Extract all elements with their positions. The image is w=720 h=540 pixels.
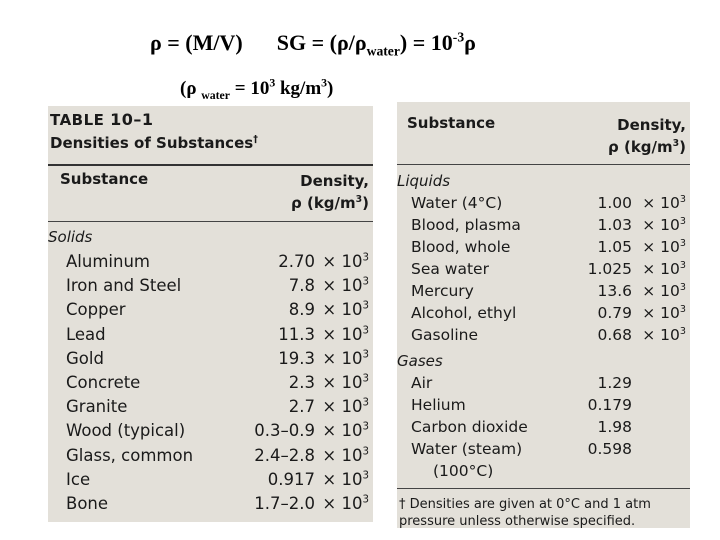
density-value: 0.68 [597,326,632,344]
substance-name: Gold [66,348,104,368]
density-value: 8.9 [288,300,315,320]
substance-name: Water (steam) [411,440,523,458]
table-row [397,216,690,238]
substance-name: Wood (typical) [66,421,186,441]
density-value: 19.3 [278,348,315,368]
density-formula: ρ = (M/V) [150,30,243,55]
density-multiplier: × $10^3$ [322,252,369,271]
table-row [48,276,373,300]
substance-name: Blood, whole [411,238,511,256]
density-value: 2.3 [288,373,315,392]
substance-name: Aluminum [66,252,150,271]
density-multiplier: × $10^3$ [322,397,369,417]
substance-name: Granite [66,397,128,417]
column-header-substance: Substance [407,114,496,132]
table-subtitle: Densities of Substances† [50,134,258,152]
column-header-substance: Substance [60,170,149,188]
density-value: 2.7 [288,397,315,417]
density-value: 0.79 [597,304,632,322]
density-value: 2.70 [278,252,315,271]
density-value: 11.3 [278,324,315,344]
density-multiplier: × $10^3$ [322,494,369,513]
density-multiplier: × $10^3$ [322,373,369,392]
table-footnote: † Densities are given at 0°C and 1 atm pressure unless otherwise specified. [399,497,651,529]
density-multiplier: × $10^3$ [322,300,369,320]
density-value: 1.05 [597,238,632,256]
table-row [397,374,690,396]
table-row [48,446,373,470]
density-table-liquids-gases [397,102,690,528]
specific-gravity-formula: SG = $(\rho/\rho_{water}) = 10^{-3}\rho$ [276,29,476,59]
density-value: 0.917 [267,469,315,489]
water-density-note: (ρ $_{water} = 10^3$ $kg/m^3$) [180,76,334,102]
steam-temperature-note: (100°C) [433,462,494,480]
header-rule [397,164,690,165]
column-header-density: Density, ρ $(kg/m^3)$ [291,172,369,212]
substance-name: Concrete [66,373,141,392]
substance-name: Alcohol, ethyl [411,304,517,322]
substance-name: Blood, plasma [411,216,521,234]
table-row [397,238,690,260]
table-row [48,349,373,373]
table-row [397,396,690,418]
substance-name: Sea water [411,260,489,278]
group-label-liquids: Liquids [397,172,451,190]
density-value: 2.4–2.8 [254,445,315,465]
density-table-solids [48,106,373,522]
density-multiplier: × $10^3$ [322,276,369,296]
table-row [397,440,690,462]
table-row [48,373,373,397]
table-row [48,397,373,421]
density-multiplier: × $10^3$ [642,259,686,278]
column-header-density: Density, ρ $(kg/m^3)$ [608,116,686,156]
group-label-gases: Gases [397,352,443,370]
substance-name: Iron and Steel [66,276,182,296]
density-value: 1.03 [597,216,632,234]
density-multiplier: × $10^3$ [322,469,369,489]
substance-name: Lead [66,324,106,344]
substance-name: Water (4°C) [411,194,503,212]
density-value: 0.3–0.9 [254,421,315,441]
substance-name: Glass, common [66,445,194,465]
table-row [397,304,690,326]
table-row [397,260,690,282]
table-row [48,421,373,445]
density-value: 1.025 [587,260,632,278]
table-row [397,282,690,304]
substance-name: Mercury [411,282,474,300]
substance-name: Air [411,374,433,392]
substance-name: Bone [66,494,109,513]
substance-name: Carbon dioxide [411,418,528,436]
density-multiplier: × $10^3$ [642,215,686,234]
group-label-solids: Solids [48,228,93,246]
substance-name: Gasoline [411,326,479,344]
header-rule-top [48,164,373,166]
footnote-rule [397,488,690,489]
substance-name: Copper [66,300,126,320]
header-rule-bottom [48,221,373,222]
table-row [48,300,373,324]
density-value: 0.598 [587,440,632,458]
density-multiplier: × $10^3$ [642,237,686,256]
density-multiplier: × $10^3$ [322,421,369,441]
table-row [48,470,373,494]
table-row [48,325,373,349]
density-value: 13.6 [597,282,632,300]
density-multiplier: × $10^3$ [322,324,369,344]
density-multiplier: × $10^3$ [642,303,686,322]
table-row [397,418,690,440]
density-value: 0.179 [587,396,632,414]
table-row [397,326,690,348]
density-multiplier: × $10^3$ [642,281,686,300]
density-multiplier: × $10^3$ [322,348,369,368]
table-row [48,252,373,276]
density-value: 1.00 [597,194,632,212]
density-value: 1.98 [597,418,632,436]
table-title: TABLE 10–1 [50,110,154,129]
density-multiplier: × $10^3$ [642,325,686,344]
density-value: 7.8 [288,276,315,296]
density-multiplier: × $10^3$ [642,193,686,212]
substance-name: Ice [66,469,91,489]
table-row [48,494,373,518]
table-row [397,462,690,484]
table-row [397,194,690,216]
substance-name: Helium [411,396,466,414]
density-value: 1.29 [597,374,632,392]
density-multiplier: × $10^3$ [322,445,369,465]
density-value: 1.7–2.0 [254,494,315,513]
density-formulas [150,30,476,59]
